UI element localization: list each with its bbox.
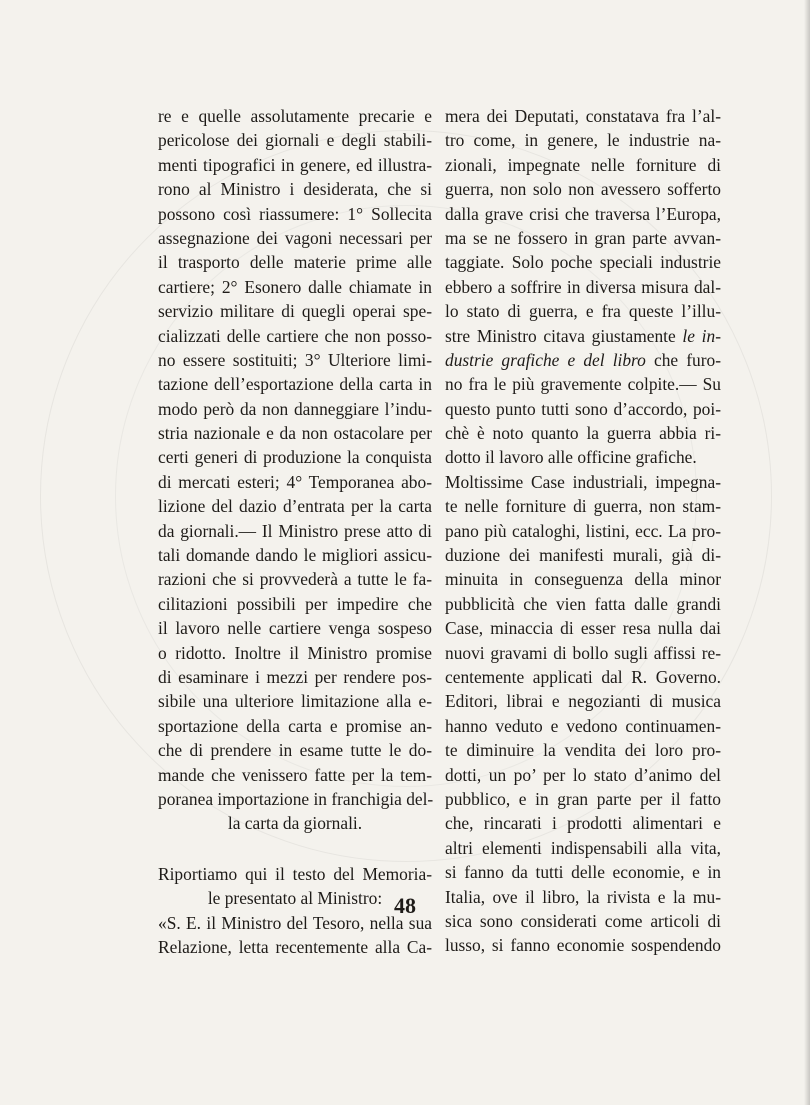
text-line: che di prendere in esame tutte le do- xyxy=(158,740,432,761)
text-line: menti tipografici in genere, ed illustra- xyxy=(158,154,432,175)
text-line: dalla grave crisi che traversa l’Europa, xyxy=(445,203,721,224)
text-line: minuita in conseguenza della minor xyxy=(445,569,721,590)
text-line: duzione dei manifesti murali, già di- xyxy=(445,545,721,566)
paragraph-end-line: la carta da giornali. xyxy=(227,813,363,834)
text-line: lizione del dazio d’entrata per la carta xyxy=(158,496,432,517)
text-line: no fra le più gravemente colpite.— Su xyxy=(445,374,721,395)
text-line: nuovi gravami di bollo sugli affissi re- xyxy=(445,642,721,663)
text-line: dotti, un po’ per lo stato d’animo del xyxy=(445,764,721,785)
text-line: il trasporto delle materie prime alle xyxy=(158,252,432,273)
text-line: sica sono considerati come articoli di xyxy=(445,910,721,931)
text-line: tali domande dando le migliori assicu- xyxy=(158,545,432,566)
text-line: altri elementi indispensabili alla vita, xyxy=(445,837,721,858)
text-line: di esaminare i mezzi per rendere pos- xyxy=(158,666,432,687)
text-line: zionali, impegnate nelle forniture di xyxy=(445,154,721,175)
text-run: che furo- xyxy=(645,349,722,370)
text-line: razioni che si provvederà a tutte le fa- xyxy=(158,569,432,590)
text-line: pubblicità che vien fatta dalle grandi xyxy=(445,593,721,614)
text-line: guerra, non solo non avessero sofferto xyxy=(445,179,721,200)
text-line: rono al Ministro i desiderata, che si xyxy=(158,179,432,200)
text-line: modo però da non danneggiare l’indu- xyxy=(158,398,432,419)
text-line: pubblico, e in gran parte per il fatto xyxy=(445,788,721,809)
text-line: tazione dell’esportazione della carta in xyxy=(158,374,432,395)
text-line: ma se ne fossero in gran parte avvan- xyxy=(445,227,721,248)
text-line: «S. E. il Ministro del Tesoro, nella sua xyxy=(158,912,432,933)
text-line: poranea importazione in franchigia del- xyxy=(158,788,434,809)
text-run: stre Ministro citava giustamente xyxy=(445,325,683,346)
text-line: sibile una ulteriore limitazione alla e- xyxy=(158,691,432,712)
text-line: Relazione, letta recentemente alla Ca- xyxy=(158,936,432,957)
text-line: pano più cataloghi, listini, ecc. La pro- xyxy=(445,520,721,541)
text-line: Case, minaccia di esser resa nulla dai xyxy=(445,618,721,639)
text-line: questo punto tutti sono d’accordo, poi- xyxy=(445,398,721,419)
right-text-column xyxy=(445,104,721,958)
text-line: mande che venissero fatte per la tem- xyxy=(158,764,432,785)
text-line: tro come, in genere, le industrie na- xyxy=(445,130,721,151)
text-line: re e quelle assolutamente precarie e xyxy=(158,106,432,126)
text-line: certi generi di produzione la conquista xyxy=(158,447,432,468)
text-line: da giornali.— Il Ministro prese atto di xyxy=(158,520,432,541)
text-line: Italia, ove il libro, la rivista e la mu- xyxy=(445,886,721,907)
text-line: no essere sostituiti; 3° Ulteriore limi- xyxy=(158,349,432,370)
text-line: o ridotto. Inoltre il Ministro promise xyxy=(158,642,432,663)
text-line: servizio militare di quegli operai spe- xyxy=(158,301,432,322)
text-line: possono così riassumere: 1° Sollecita xyxy=(158,203,432,224)
text-line: stria nazionale e da non ostacolare per xyxy=(158,423,432,444)
text-line: cilitazioni possibili per impedire che xyxy=(158,593,432,614)
text-line: assegnazione dei vagoni necessari per xyxy=(158,227,432,248)
text-line: lusso, si fanno economie sospendendo xyxy=(445,935,721,956)
text-line: Editori, librai e negozianti di musica xyxy=(445,691,721,712)
page-edge-shadow xyxy=(804,0,810,1105)
text-line: lo stato di guerra, e fra queste l’illu- xyxy=(445,301,721,322)
text-line: te nelle forniture di guerra, non stam- xyxy=(445,496,721,517)
page-number: 48 xyxy=(394,893,416,918)
italic-run: le in- xyxy=(682,325,721,346)
text-line: chè è noto quanto la guerra abbia ri- xyxy=(445,423,721,444)
text-line: di mercati esteri; 4° Temporanea abo- xyxy=(158,471,432,492)
text-line: mera dei Deputati, constatava fra l’al- xyxy=(445,106,721,126)
text-line-with-italic xyxy=(445,348,721,372)
text-line: te diminuire la vendita dei loro pro- xyxy=(445,740,721,761)
text-line-with-italic xyxy=(445,324,721,348)
text-line: cartiere; 2° Esonero dalle chiamate in xyxy=(158,276,432,297)
text-line: taggiate. Solo poche speciali industrie xyxy=(445,252,721,273)
text-line: centemente applicati dal R. Governo. xyxy=(445,666,721,687)
paragraph-gap xyxy=(158,836,432,862)
text-line: pericolose dei giornali e degli stabili- xyxy=(158,130,432,151)
text-line: sportazione della carta e promise an- xyxy=(158,715,432,736)
text-line: cializzati delle cartiere che non posso- xyxy=(158,325,432,346)
text-line: si fanno da tutti delle economie, e in xyxy=(445,862,721,883)
text-line: ebbero a soffrire in diversa misura dal- xyxy=(445,276,721,297)
text-line: Riportiamo qui il testo del Memoria- xyxy=(158,863,432,884)
left-text-column xyxy=(158,104,432,959)
text-line: dotto il lavoro alle officine grafiche. xyxy=(445,447,697,468)
italic-run: dustrie grafiche e del libro xyxy=(445,349,646,370)
text-line: hanno veduto e vedono continuamen- xyxy=(445,715,721,736)
text-line: Moltissime Case industriali, impegna- xyxy=(445,471,721,492)
text-line: le presentato al Ministro: xyxy=(207,888,383,909)
text-line: il lavoro nelle cartiere venga sospeso xyxy=(158,618,432,639)
text-line: che, rincarati i prodotti alimentari e xyxy=(445,813,721,834)
